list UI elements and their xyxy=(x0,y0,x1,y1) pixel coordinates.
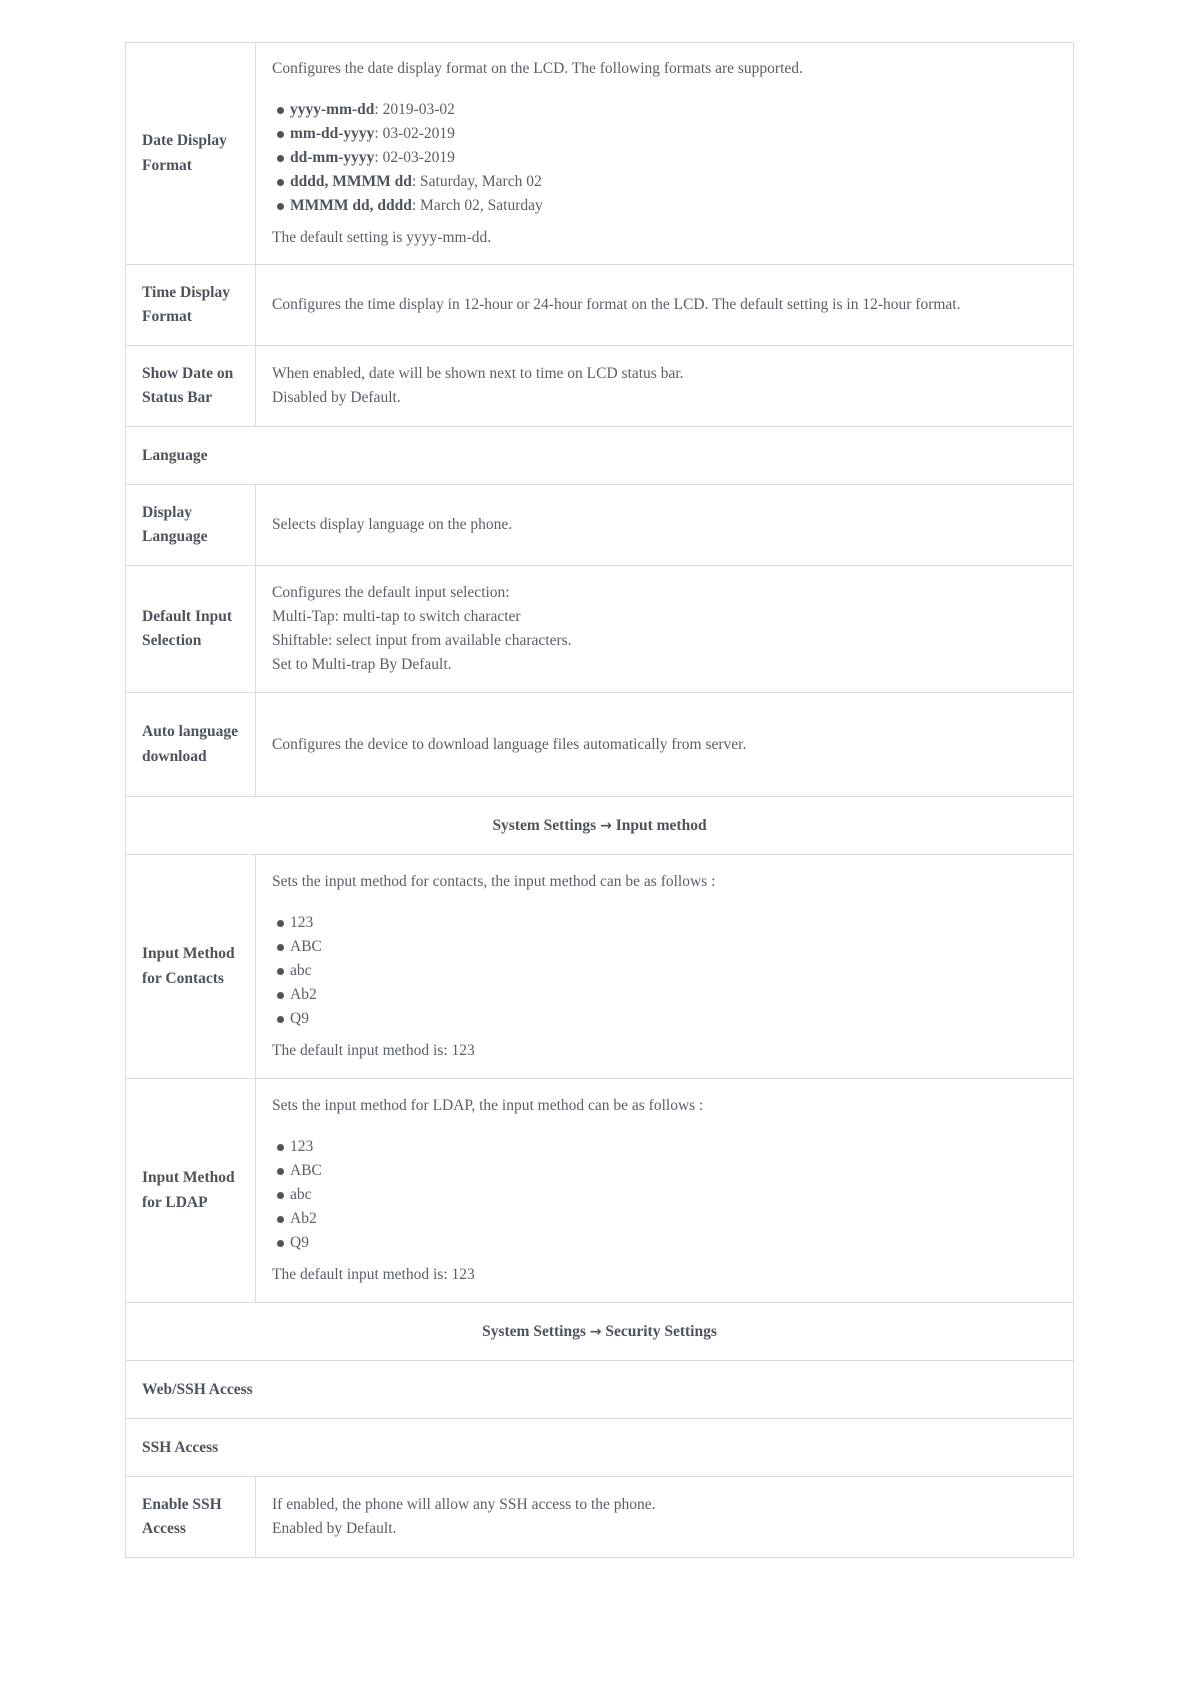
row-label: Enable SSH Access xyxy=(126,1477,256,1558)
description-intro: Configures the date display format on the LCD. The following formats are supported. xyxy=(272,60,803,77)
row-input-method-contacts xyxy=(126,855,1074,1079)
row-language-section xyxy=(126,427,1074,485)
list-item: Q9 xyxy=(272,1007,1057,1031)
description-default: The default input method is: 123 xyxy=(272,1042,475,1059)
bullet-icon xyxy=(277,107,284,114)
row-auto-language-download xyxy=(126,693,1074,797)
row-label: Display Language xyxy=(126,485,256,566)
list-item: abc xyxy=(272,1183,1057,1207)
row-show-date-status-bar xyxy=(126,346,1074,427)
row-description: If enabled, the phone will allow any SSH access to the phone. Enabled by Default. xyxy=(256,1477,1074,1558)
section-header: System Settings → Security Settings xyxy=(126,1303,1074,1361)
row-ssh-section xyxy=(126,1419,1074,1477)
list-item: ABC xyxy=(272,935,1057,959)
bullet-icon xyxy=(277,203,284,210)
row-description: Configures the time display in 12-hour or 24-hour format on the LCD. The default setting is in 12-hour format. xyxy=(256,265,1074,346)
row-description xyxy=(256,855,1074,1079)
row-enable-ssh-access xyxy=(126,1477,1074,1558)
list-item: dddd, MMMM dd: Saturday, March 02 xyxy=(272,170,1057,194)
bullet-icon xyxy=(277,1144,284,1151)
row-time-display-format xyxy=(126,265,1074,346)
row-description: When enabled, date will be shown next to time on LCD status bar. Disabled by Default. xyxy=(256,346,1074,427)
row-input-method-header xyxy=(126,797,1074,855)
row-label: Default Input Selection xyxy=(126,566,256,693)
arrow-right-icon: → xyxy=(600,817,612,834)
bullet-icon xyxy=(277,992,284,999)
date-format-list xyxy=(272,98,1057,218)
row-description: Configures the device to download language files automatically from server. xyxy=(256,693,1074,797)
list-item: Ab2 xyxy=(272,983,1057,1007)
description-intro: Sets the input method for LDAP, the input method can be as follows : xyxy=(272,1097,704,1114)
bullet-icon xyxy=(277,131,284,138)
section-title: Language xyxy=(126,427,1074,485)
bullet-icon xyxy=(277,920,284,927)
settings-table xyxy=(125,42,1074,1558)
list-item: Ab2 xyxy=(272,1207,1057,1231)
list-item: mm-dd-yyyy: 03-02-2019 xyxy=(272,122,1057,146)
row-label: Show Date on Status Bar xyxy=(126,346,256,427)
bullet-icon xyxy=(277,968,284,975)
row-input-method-ldap xyxy=(126,1079,1074,1303)
row-security-header xyxy=(126,1303,1074,1361)
row-description xyxy=(256,1079,1074,1303)
row-description xyxy=(256,43,1074,265)
bullet-icon xyxy=(277,1192,284,1199)
row-label: Input Method for Contacts xyxy=(126,855,256,1079)
row-label: Input Method for LDAP xyxy=(126,1079,256,1303)
bullet-icon xyxy=(277,155,284,162)
description-intro: Sets the input method for contacts, the input method can be as follows : xyxy=(272,873,716,890)
bullet-icon xyxy=(277,1216,284,1223)
description-default: The default setting is yyyy-mm-dd. xyxy=(272,229,492,246)
list-item: yyyy-mm-dd: 2019-03-02 xyxy=(272,98,1057,122)
input-method-list xyxy=(272,1135,1057,1255)
row-label: Time Display Format xyxy=(126,265,256,346)
bullet-icon xyxy=(277,1016,284,1023)
list-item: dd-mm-yyyy: 02-03-2019 xyxy=(272,146,1057,170)
row-description: Configures the default input selection: Multi-Tap: multi-tap to switch character Shiftable: select input from available characters. Set to Multi-trap By Default. xyxy=(256,566,1074,693)
list-item: Q9 xyxy=(272,1231,1057,1255)
list-item: 123 xyxy=(272,1135,1057,1159)
list-item: abc xyxy=(272,959,1057,983)
bullet-icon xyxy=(277,1168,284,1175)
input-method-list xyxy=(272,911,1057,1031)
row-description: Selects display language on the phone. xyxy=(256,485,1074,566)
bullet-icon xyxy=(277,179,284,186)
arrow-right-icon: → xyxy=(589,1323,602,1340)
bullet-icon xyxy=(277,944,284,951)
row-default-input-selection xyxy=(126,566,1074,693)
list-item: MMMM dd, dddd: March 02, Saturday xyxy=(272,194,1057,218)
description-default: The default input method is: 123 xyxy=(272,1266,475,1283)
list-item: 123 xyxy=(272,911,1057,935)
section-title: Web/SSH Access xyxy=(126,1361,1074,1419)
row-label: Auto language download xyxy=(126,693,256,797)
section-header: System Settings → Input method xyxy=(126,797,1074,855)
bullet-icon xyxy=(277,1240,284,1247)
row-display-language xyxy=(126,485,1074,566)
row-label: Date Display Format xyxy=(126,43,256,265)
list-item: ABC xyxy=(272,1159,1057,1183)
row-date-display-format xyxy=(126,43,1074,265)
section-title: SSH Access xyxy=(126,1419,1074,1477)
row-web-ssh-section xyxy=(126,1361,1074,1419)
